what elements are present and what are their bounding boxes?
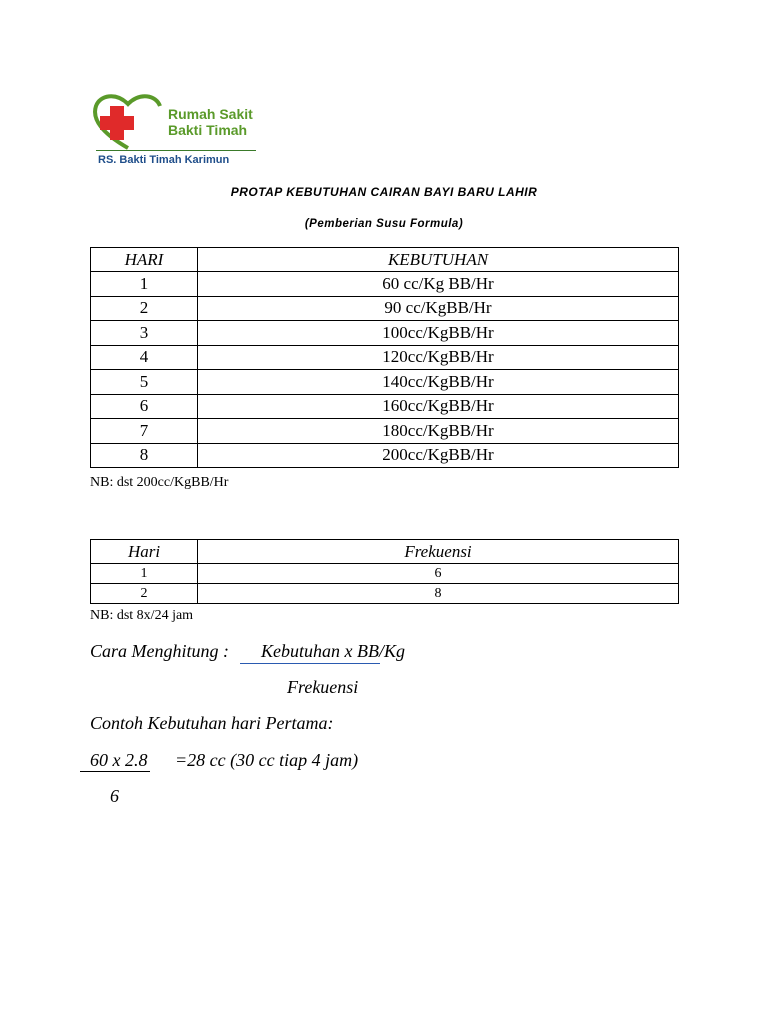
cell-day: 2 <box>91 296 198 321</box>
logo-name-line1: Rumah Sakit <box>168 106 253 122</box>
example-result: =28 cc (30 cc tiap 4 jam) <box>175 750 359 770</box>
table-row <box>91 370 679 395</box>
cell-day: 5 <box>91 370 198 395</box>
document-title: PROTAP KEBUTUHAN CAIRAN BAYI BARU LAHIR <box>230 185 538 199</box>
document-subtitle: (Pemberian Susu Formula) <box>304 218 464 230</box>
cell-day: 1 <box>91 272 198 297</box>
table-row <box>91 272 679 297</box>
header-kebutuhan: KEBUTUHAN <box>198 248 679 272</box>
header-hari: HARI <box>91 248 198 272</box>
table-row <box>91 345 679 370</box>
cell-requirement: 200cc/KgBB/Hr <box>198 443 679 468</box>
table-row <box>91 419 679 444</box>
example-denominator: 6 <box>110 786 119 806</box>
cell-requirement: 120cc/KgBB/Hr <box>198 345 679 370</box>
logo-divider <box>96 150 256 151</box>
logo-name-line2: Bakti Timah <box>168 122 248 138</box>
cell-frequency: 8 <box>198 584 679 604</box>
table-row <box>91 296 679 321</box>
cell-requirement: 60 cc/Kg BB/Hr <box>198 272 679 297</box>
table-header-row <box>91 540 679 564</box>
cell-day: 7 <box>91 419 198 444</box>
frequency-table <box>90 539 679 604</box>
cell-day: 8 <box>91 443 198 468</box>
cell-requirement: 160cc/KgBB/Hr <box>198 394 679 419</box>
cell-day: 4 <box>91 345 198 370</box>
cell-frequency: 6 <box>198 564 679 584</box>
header-hari: Hari <box>91 540 198 564</box>
example-numerator: 60 x 2.8 <box>90 750 148 770</box>
formula-fraction-line <box>240 663 380 664</box>
table-header-row <box>91 248 679 272</box>
hospital-logo <box>90 92 265 172</box>
table-row <box>91 564 679 584</box>
formula-label: Cara Menghitung : <box>90 641 229 661</box>
fluid-requirement-table <box>90 247 679 468</box>
cell-day: 6 <box>91 394 198 419</box>
table1-note: NB: dst 200cc/KgBB/Hr <box>90 475 229 490</box>
table2-note: NB: dst 8x/24 jam <box>90 608 194 623</box>
cell-requirement: 90 cc/KgBB/Hr <box>198 296 679 321</box>
logo-subtitle: RS. Bakti Timah Karimun <box>98 154 230 166</box>
table-row <box>91 394 679 419</box>
formula-numerator: Kebutuhan x BB/Kg <box>261 641 405 661</box>
example-label: Contoh Kebutuhan hari Pertama: <box>90 713 334 733</box>
cell-day: 1 <box>91 564 198 584</box>
cell-requirement: 100cc/KgBB/Hr <box>198 321 679 346</box>
cell-day: 3 <box>91 321 198 346</box>
table-row <box>91 321 679 346</box>
formula-denominator: Frekuensi <box>287 677 359 697</box>
cell-day: 2 <box>91 584 198 604</box>
cell-requirement: 140cc/KgBB/Hr <box>198 370 679 395</box>
heart-cross-icon <box>90 92 170 150</box>
header-frekuensi: Frekuensi <box>198 540 679 564</box>
cell-requirement: 180cc/KgBB/Hr <box>198 419 679 444</box>
example-fraction-line <box>80 771 150 772</box>
table-row <box>91 443 679 468</box>
table-row <box>91 584 679 604</box>
